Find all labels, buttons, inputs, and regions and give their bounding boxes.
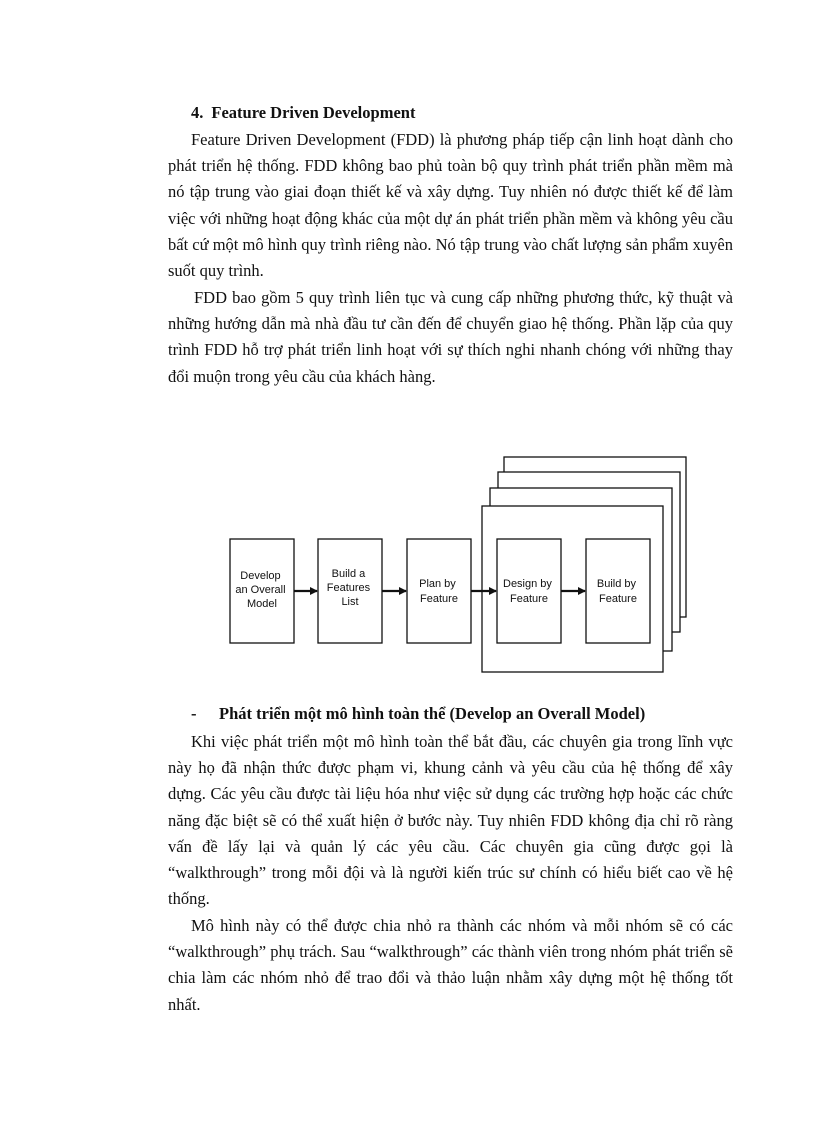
section-title: Feature Driven Development — [211, 103, 416, 122]
step-label-build-features-list: Build a Features List — [326, 568, 371, 608]
section-heading — [191, 103, 415, 123]
subsection-title: Phát triển một mô hình toàn thể (Develop an Overall Model) — [219, 704, 646, 723]
fdd-process-diagram — [222, 450, 694, 678]
step-label-build-by-feature: Build by Feature — [596, 578, 637, 605]
processes-paragraph: FDD bao gồm 5 quy trình liên tục và cung cấp những phương thức, kỹ thuật và những hướng dẫn mà nhà đầu tư cần đến để chuyển giao hệ thống. Phần lặp của quy trình FDD hỗ trợ phát triển linh hoạt với sự thích nghi nhanh chóng với những thay đổi muộn trong yêu cầu của khách hàng. — [168, 288, 733, 386]
intro-paragraph: Feature Driven Development (FDD) là phương pháp tiếp cận linh hoạt dành cho phát triển hệ thống. FDD không bao phủ toàn bộ quy trình phát triển phần mềm mà nó tập trung vào giai đoạn thiết kế và xây dựng. Tuy nhiên nó được thiết kế để làm việc với những hoạt động khác của một dự án phát triển phần mềm và không yêu cầu bất cứ một mô hình quy trình riêng nào. Nó tập trung vào chất lượng sản phẩm xuyên suốt quy trình. — [168, 130, 733, 281]
subsection-bullet: - — [191, 704, 197, 723]
subsection-heading — [191, 704, 645, 724]
step-box-build-by-feature — [586, 539, 650, 643]
step-box-plan-by-feature — [407, 539, 471, 643]
walkthrough-paragraph: Mô hình này có thể được chia nhỏ ra thành các nhóm và mỗi nhóm sẽ có các “walkthrough” phụ trách. Sau “walkthrough” các thành viên trong nhóm phát triển sẽ chia làm các nhóm nhỏ để trao đổi và thảo luận nhằm xây dựng một hệ thống tốt nhất. — [168, 916, 733, 1014]
section-number: 4. — [191, 103, 204, 122]
step-label-design-by-feature: Design by Feature — [503, 578, 552, 605]
step-box-design-by-feature — [497, 539, 561, 643]
step-label-plan-by-feature: Plan by Feature — [419, 578, 458, 605]
step-label-develop-model: Develop an Overall Model — [235, 570, 286, 610]
overall-model-paragraph: Khi việc phát triển một mô hình toàn thể bắt đầu, các chuyên gia trong lĩnh vực này họ đã nhận thức được phạm vi, khung cảnh và yêu cầu của hệ thống để xây dựng. Các yêu cầu được tài liệu hóa như việc sử dụng các trường hợp hoặc các chức năng đặc biệt sẽ có thể xuất hiện ở bước này. Tuy nhiên FDD không địa chỉ rõ ràng vấn đề lấy lại và quản lý các yêu cầu. Các chuyên gia cũng được gọi là “walkthrough” trong mỗi đội và là người kiến trúc sư chính có hiểu biết cao về hệ thống. — [168, 732, 733, 909]
